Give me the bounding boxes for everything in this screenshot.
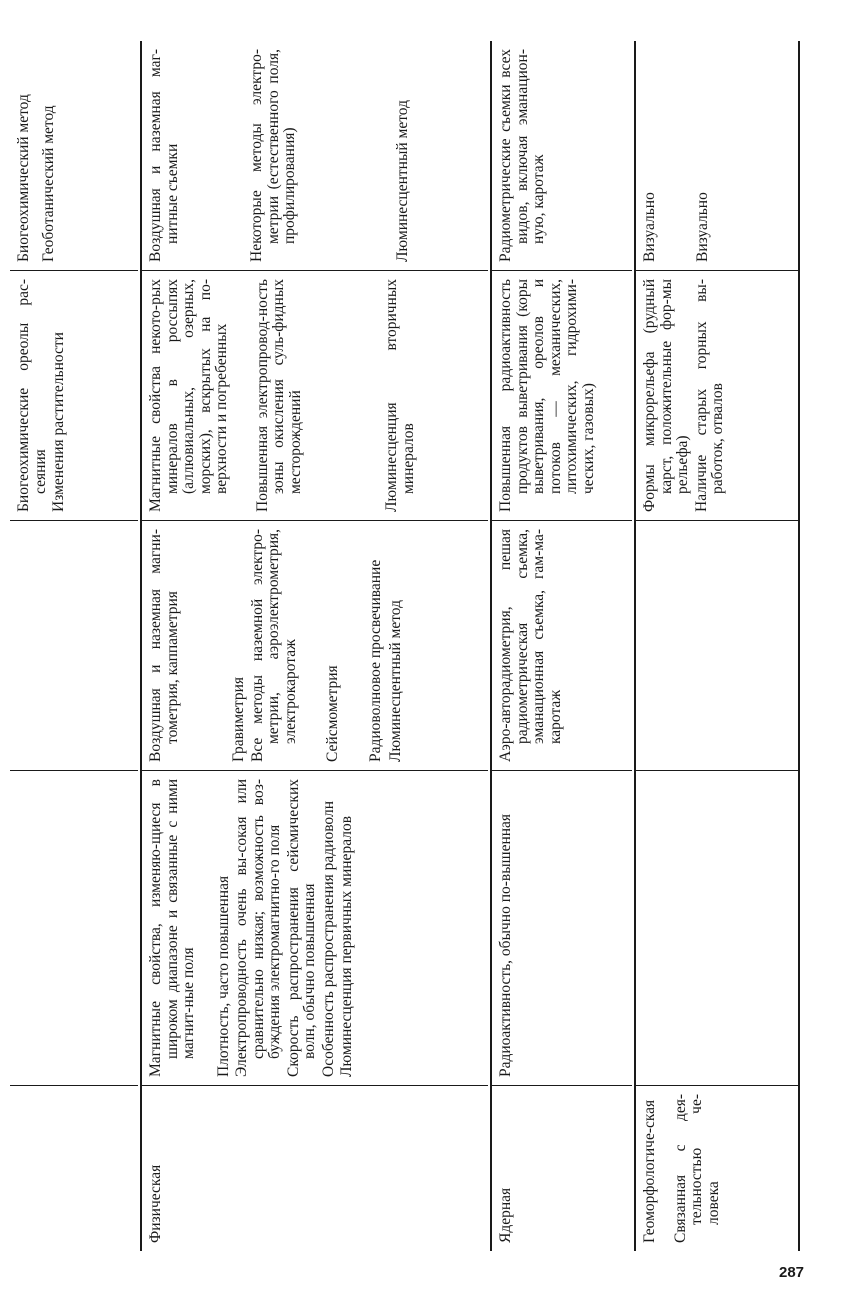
cell-text: Наличие старых горных вы-работок, отвалов bbox=[692, 279, 726, 512]
cell-text: Гравиметрия bbox=[230, 676, 247, 762]
table-cell-search-method bbox=[636, 41, 798, 271]
cell-text: Ядерная bbox=[497, 1187, 514, 1243]
table-row bbox=[490, 41, 632, 1251]
table-cell-property bbox=[142, 771, 488, 1086]
table-row bbox=[140, 41, 488, 1251]
cell-text: Визуально bbox=[641, 192, 658, 262]
table-cell-category bbox=[492, 1086, 632, 1251]
table-cell-property bbox=[492, 771, 632, 1086]
cell-text: Физическая bbox=[147, 1164, 164, 1243]
table-cell-method bbox=[636, 521, 798, 771]
table-cell-property bbox=[636, 771, 798, 1086]
table-cell-search-method bbox=[492, 41, 632, 271]
table-cell-indicator bbox=[142, 271, 488, 521]
cell-text: Сейсмометрия bbox=[324, 665, 341, 762]
cell-text: Формы микрорельефа (рудный карст, положительные фор-мы рельефа) bbox=[641, 279, 691, 512]
table-cell-method bbox=[10, 521, 138, 771]
cell-text: Визуально bbox=[693, 192, 711, 262]
cell-text: Люминесценция первичных минералов bbox=[338, 815, 355, 1077]
cell-text: Люминесцентный метод bbox=[387, 599, 404, 762]
table-cell-category bbox=[142, 1086, 488, 1251]
cell-text: Все методы наземной электро-метрии, аэроэлектрометрия, электрокаротаж bbox=[248, 529, 299, 762]
table-cell-method bbox=[142, 521, 488, 771]
cell-text: Магнитные свойства, изменяю-щиеся в широком диапазоне и связанные с ними магнит-ные поля bbox=[147, 779, 197, 1077]
cell-text: Магнитные свойства некото-рых минералов в россыпях (аллювиальных, озерных, морских), вскрытых на по-верхности и погребенных bbox=[147, 279, 230, 512]
table-cell-indicator bbox=[636, 271, 798, 521]
cell-text: Повышенная электропровод-ность зоны окисления суль-фидных месторождений bbox=[253, 279, 304, 512]
cell-text: Люминесцентный метод bbox=[393, 99, 411, 262]
cell-text: Геоморфологиче-ская bbox=[641, 1099, 658, 1243]
table-cell-category bbox=[10, 1086, 138, 1251]
table-cell-property bbox=[10, 771, 138, 1086]
table-row bbox=[10, 41, 138, 1251]
cell-text: Биогеохимические ореолы рас-сеяния bbox=[15, 279, 49, 512]
cell-text: Радиометрические съемки всех видов, включая эманацион-ную, каротаж bbox=[497, 49, 547, 262]
table-cell-search-method bbox=[142, 41, 488, 271]
cell-text: Некоторые методы электро-метрии (естественного поля, профилирования) bbox=[248, 49, 298, 262]
cell-text: Особенность распространения радиоволн bbox=[319, 801, 337, 1077]
cell-text: Повышенная радиоактивность продуктов выветривания (коры выветривания, ореолов и потоков — механических, литохимических, гидрохими-ческих, газовых) bbox=[497, 279, 597, 512]
table-cell-category bbox=[636, 1086, 798, 1251]
cell-text: Воздушная и наземная маг-нитные съемки bbox=[147, 49, 181, 262]
table-cell-indicator bbox=[10, 271, 138, 521]
cell-text: Плотность, часто повышенная bbox=[214, 875, 232, 1077]
cell-text: Радиоактивность, обычно по-вышенная bbox=[497, 813, 514, 1077]
cell-text: Изменения растительности bbox=[50, 332, 67, 512]
cell-text: Воздушная и наземная магни-тометрия, каппаметрия bbox=[147, 529, 181, 762]
table-cell-method bbox=[492, 521, 632, 771]
cell-text: Скорость распространения сейсмических волн, обычно повышенная bbox=[284, 779, 318, 1077]
cell-text: Геоботанический метод bbox=[39, 105, 57, 262]
page-number: 287 bbox=[779, 1264, 805, 1281]
table-cell-search-method bbox=[10, 41, 138, 271]
cell-text: Аэро-авторадиометрия, пешая радиометрическая съемка, эманационная съемка, гам-ма-каротаж bbox=[497, 529, 564, 762]
cell-text: Электропроводность очень вы-сокая или сравнительно низкая; возможность воз-буждения электромагнитно-го поля bbox=[233, 779, 283, 1077]
table-row bbox=[634, 41, 800, 1251]
table-cell-indicator bbox=[492, 271, 632, 521]
cell-text: Биогеохимический метод bbox=[15, 94, 32, 262]
cell-text: Люминесценция вторичных минералов bbox=[383, 279, 417, 512]
cell-text: Связанная с дея-тельностью че-ловека bbox=[671, 1094, 722, 1243]
cell-text: Радиоволновое просвечивание bbox=[366, 559, 384, 762]
